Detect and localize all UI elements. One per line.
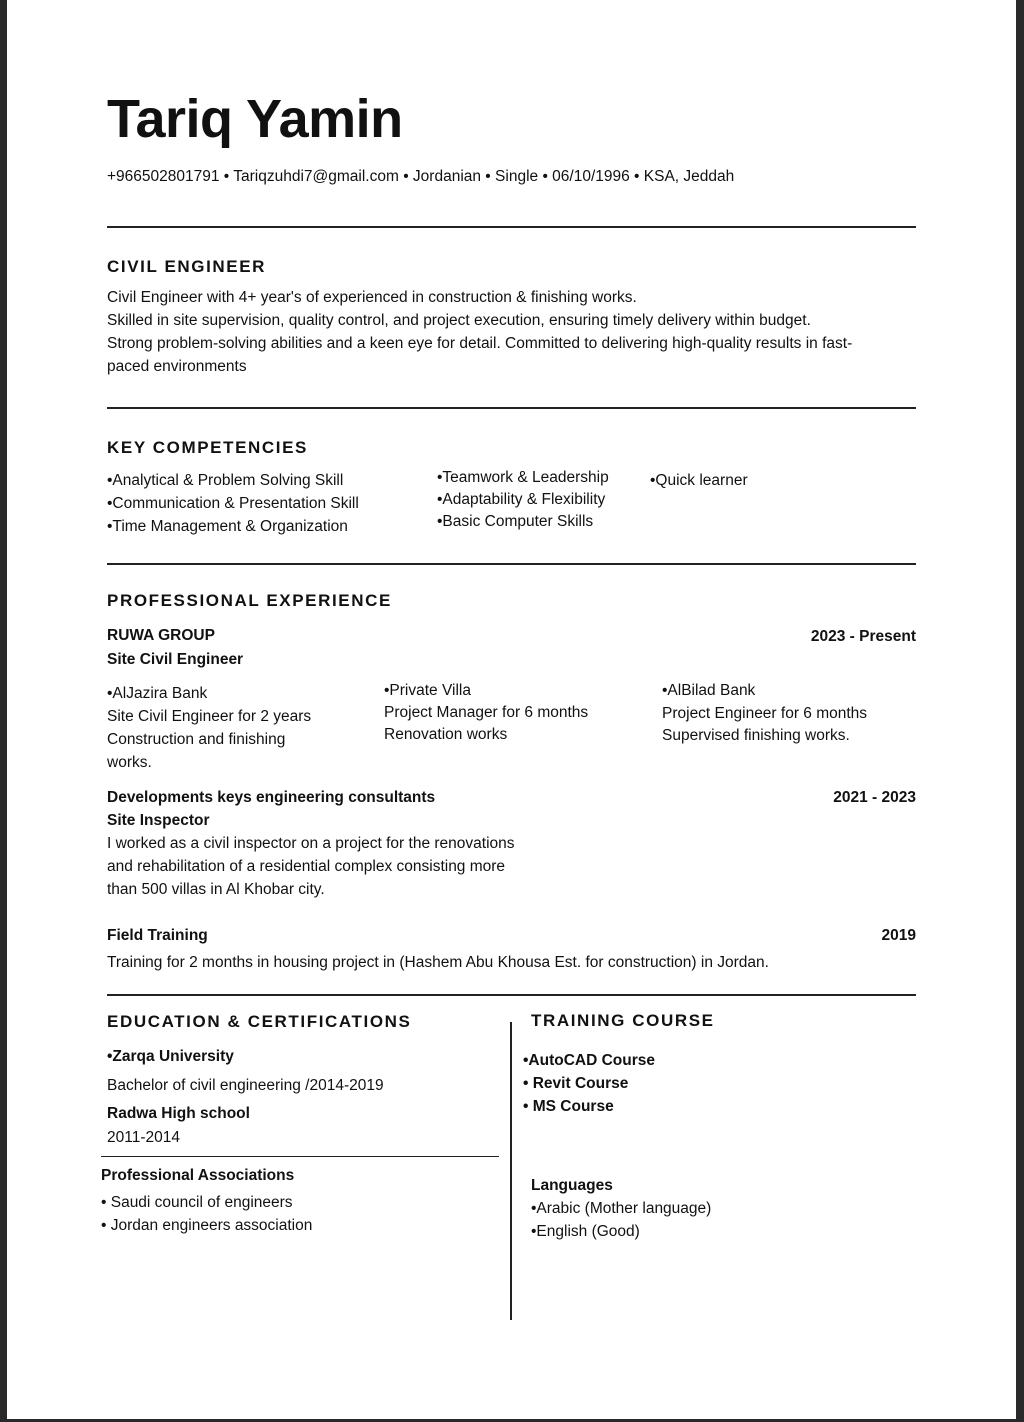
project-line: Supervised finishing works. — [662, 727, 850, 744]
languages-title: Languages — [531, 1177, 613, 1194]
association-item: • Jordan engineers association — [101, 1217, 313, 1234]
competencies-col-2 — [437, 467, 609, 533]
training-item: •AutoCAD Course — [523, 1052, 656, 1069]
competency-item: •Adaptability & Flexibility — [437, 491, 606, 508]
project-line: works. — [107, 754, 152, 771]
training-list — [523, 1049, 655, 1118]
job-company: RUWA GROUP — [107, 627, 215, 644]
project-name: •Private Villa — [384, 682, 471, 699]
divider — [107, 407, 916, 409]
language-item: •Arabic (Mother language) — [531, 1200, 712, 1217]
job-dates: 2023 - Present — [810, 628, 916, 645]
job-dates: 2021 - 2023 — [833, 789, 916, 806]
education-school: Radwa High school — [107, 1105, 250, 1122]
description-line: and rehabilitation of a residential complex consisting more — [107, 858, 506, 875]
education-degree: Bachelor of civil engineering /2014-2019 — [107, 1077, 384, 1094]
associations-list — [101, 1191, 312, 1237]
training-item: • MS Course — [523, 1098, 614, 1115]
competency-item: •Communication & Presentation Skill — [107, 495, 359, 512]
languages-list — [531, 1197, 711, 1243]
divider — [107, 226, 916, 228]
description-line: I worked as a civil inspector on a project for the renovations — [107, 835, 515, 852]
job-role: Site Inspector — [107, 812, 210, 829]
divider — [101, 1156, 499, 1157]
summary-line: Strong problem-solving abilities and a keen eye for detail. Committed to delivering high-quality results in fast- — [107, 335, 853, 352]
summary-title: CIVIL ENGINEER — [107, 257, 267, 276]
column-divider — [510, 1022, 512, 1320]
competency-item: •Basic Computer Skills — [437, 513, 594, 530]
resume-page — [7, 0, 1016, 1419]
job-role: Site Civil Engineer — [107, 651, 244, 668]
competencies-title: KEY COMPETENCIES — [107, 438, 308, 457]
project-3 — [662, 680, 867, 748]
project-name: •AlJazira Bank — [107, 685, 208, 702]
experience-title: PROFESSIONAL EXPERIENCE — [107, 591, 392, 610]
project-line: Project Engineer for 6 months — [662, 704, 868, 722]
education-title: EDUCATION & CERTIFICATIONS — [107, 1012, 412, 1031]
summary-text — [107, 286, 852, 378]
project-line: Project Manager for 6 months — [384, 704, 589, 721]
competencies-col-1 — [107, 469, 359, 538]
competencies-col-3 — [650, 469, 748, 492]
education-university: •Zarqa University — [107, 1048, 234, 1065]
divider — [107, 563, 916, 565]
job-company: Field Training — [107, 927, 208, 944]
job-dates: 2019 — [881, 927, 916, 944]
divider — [107, 994, 916, 996]
competency-item: •Analytical & Problem Solving Skill — [107, 472, 344, 489]
training-item: • Revit Course — [523, 1075, 629, 1092]
training-title: TRAINING COURSE — [531, 1011, 715, 1030]
project-1 — [107, 682, 311, 774]
summary-line: Civil Engineer with 4+ year's of experienced in construction & finishing works. — [107, 289, 637, 306]
project-line: Site Civil Engineer for 2 years — [107, 708, 312, 725]
description-line: than 500 villas in Al Khobar city. — [107, 881, 325, 898]
competency-item: •Quick learner — [650, 472, 748, 489]
project-name: •AlBilad Bank — [662, 682, 756, 699]
associations-title: Professional Associations — [101, 1167, 295, 1184]
project-2 — [384, 680, 588, 746]
candidate-name: Tariq Yamin — [107, 89, 403, 149]
project-line: Renovation works — [384, 726, 508, 743]
language-item: •English (Good) — [531, 1223, 640, 1240]
job-description — [107, 832, 515, 901]
summary-line: paced environments — [107, 358, 247, 375]
job-company: Developments keys engineering consultants — [107, 789, 436, 806]
association-item: • Saudi council of engineers — [101, 1194, 293, 1211]
contact-line: +966502801791 • Tariqzuhdi7@gmail.com • Jordanian • Single • 06/10/1996 • KSA, Jeddah — [107, 168, 735, 185]
competency-item: •Time Management & Organization — [107, 518, 348, 535]
summary-line: Skilled in site supervision, quality control, and project execution, ensuring timely delivery within budget. — [107, 312, 811, 329]
job-description: Training for 2 months in housing project in (Hashem Abu Khousa Est. for construction) in Jordan. — [107, 954, 769, 971]
competency-item: •Teamwork & Leadership — [437, 469, 609, 486]
education-school-years: 2011-2014 — [107, 1129, 180, 1146]
project-line: Construction and finishing — [107, 731, 286, 748]
